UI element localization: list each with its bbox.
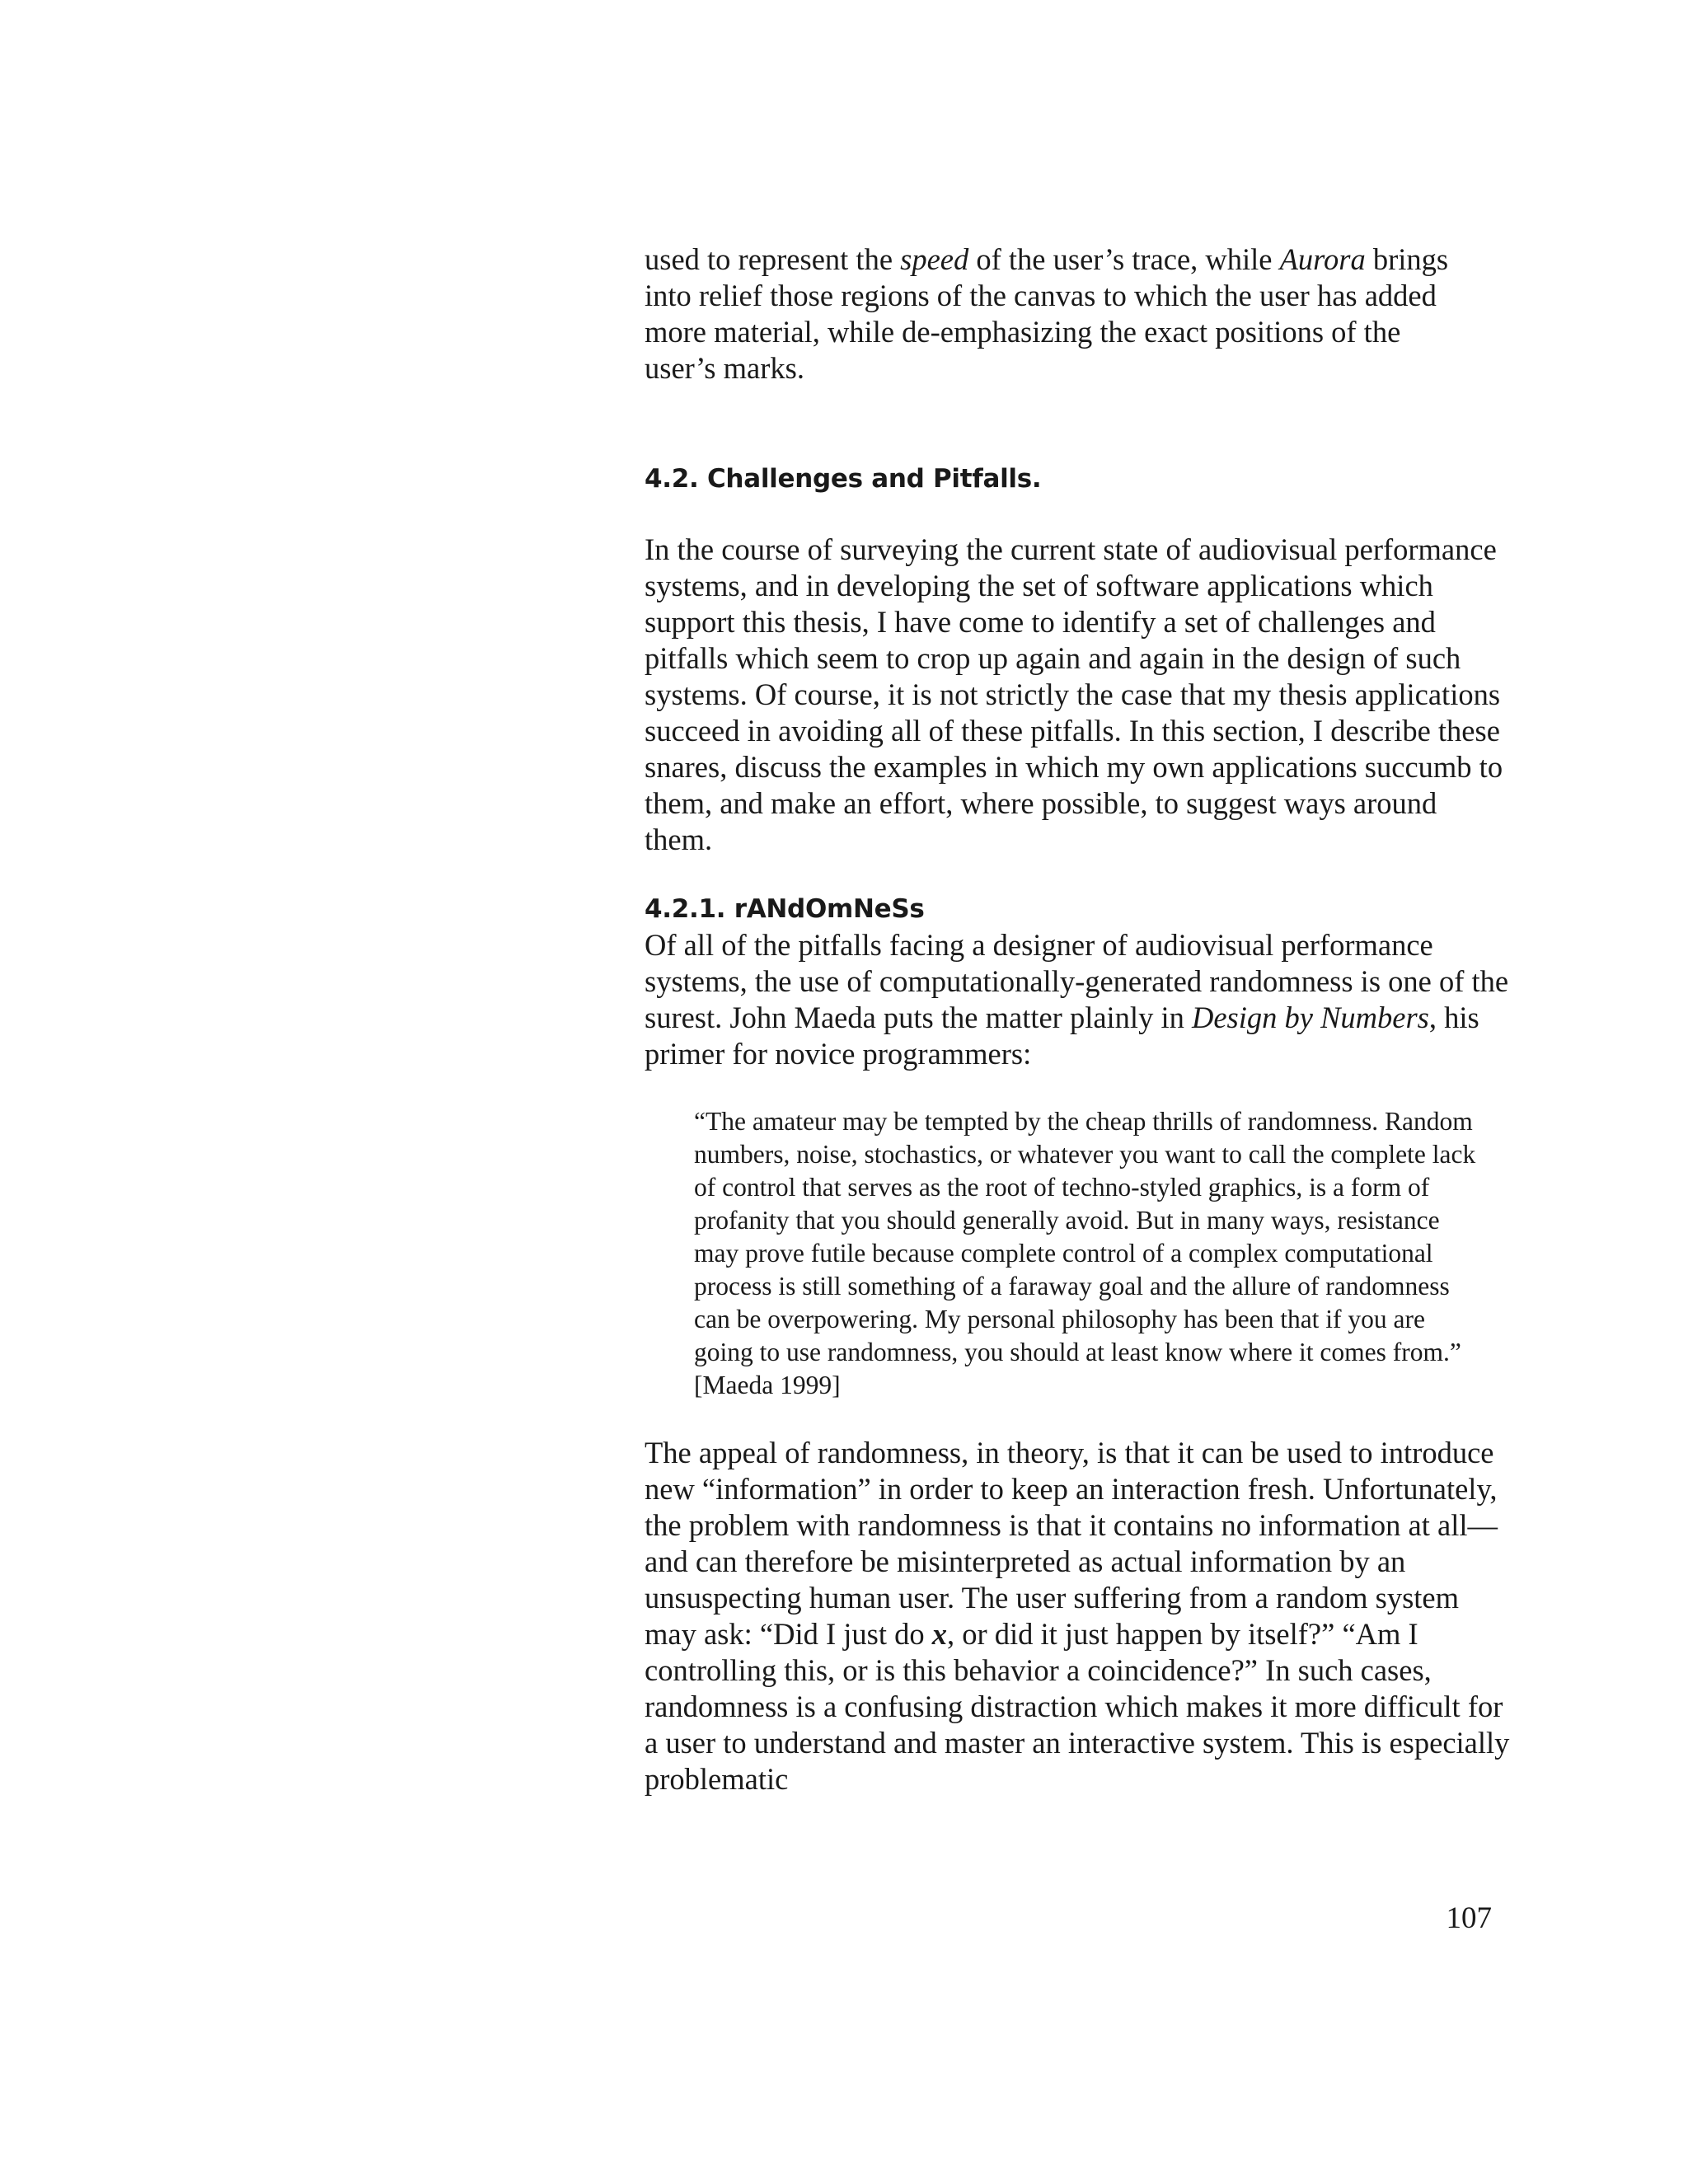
intro-text-part-1: used to represent the — [645, 242, 901, 276]
appeal-paragraph — [645, 1435, 1510, 1797]
page-number: 107 — [1446, 1901, 1492, 1935]
appeal-text-part-2: , or did it just happen by itself?” “Am I controlling this, or is this behavior a coincidence?” In such cases, randomness is a confusing distraction which makes it more difficult for a user to understand and master an interactive system. This is especially problematic — [645, 1617, 1510, 1796]
emphasis-speed: speed — [900, 242, 969, 276]
variable-x: x — [931, 1617, 947, 1651]
emphasis-aurora: Aurora — [1279, 242, 1366, 276]
randomness-text-part-1: Of all of the pitfalls facing a designer of audiovisual performance systems, the use of computationally-generated randomness is one of the surest. John Maeda puts the matter plainly in — [645, 928, 1509, 1034]
challenges-paragraph: In the course of surveying the current state of audiovisual performance systems, and in developing the set of software applications which support this thesis, I have come to identify a set of challenges and pitfalls which seem to crop up again and again in the design of such systems. Of course, it is not strictly the case that my thesis applications succeed in avoiding all of these pitfalls. In this section, I describe these snares, discuss the examples in which my own applications succumb to them, and make an effort, where possible, to suggest ways around them. — [645, 532, 1503, 856]
randomness-paragraph — [645, 927, 1510, 1072]
book-title: Design by Numbers — [1191, 1001, 1429, 1034]
intro-paragraph — [645, 241, 1477, 387]
block-quote: “The amateur may be tempted by the cheap thrills of randomness. Random numbers, noise, stochastics, or whatever you want to call the complete lack of control that serves as the root of techno-styled graphics, is a form of profanity that you should generally avoid. But in many ways, resistance may prove futile because complete control of a complex computational process is still something of a faraway goal and the allure of randomness can be overpowering. My personal philosophy has been that if you are going to use randomness, you should at least know where it comes from.” [Maeda 1999] — [694, 1107, 1476, 1399]
randomness-text-part-2: , his primer for novice programmers: — [645, 1001, 1479, 1071]
text-column — [645, 241, 1510, 1797]
appeal-text-part-1: The appeal of randomness, in theory, is that it can be used to introduce new “information” in order to keep an interaction fresh. Unfortunately, the problem with randomness is that it contains no information at all—and can therefore be misinterpreted as actual information by an unsuspecting human user. The user suffering from a random system may ask: “Did I just do — [645, 1436, 1498, 1651]
subsection-heading: 4.2.1. rANdOmNeSs — [645, 894, 925, 924]
intro-text-part-2: of the user’s trace, while — [968, 242, 1280, 276]
intro-text-part-3: brings into relief those regions of the canvas to which the user has added more material, while de-emphasizing the exact positions of the user’s marks. — [645, 242, 1449, 385]
section-heading: 4.2. Challenges and Pitfalls. — [645, 464, 1042, 494]
